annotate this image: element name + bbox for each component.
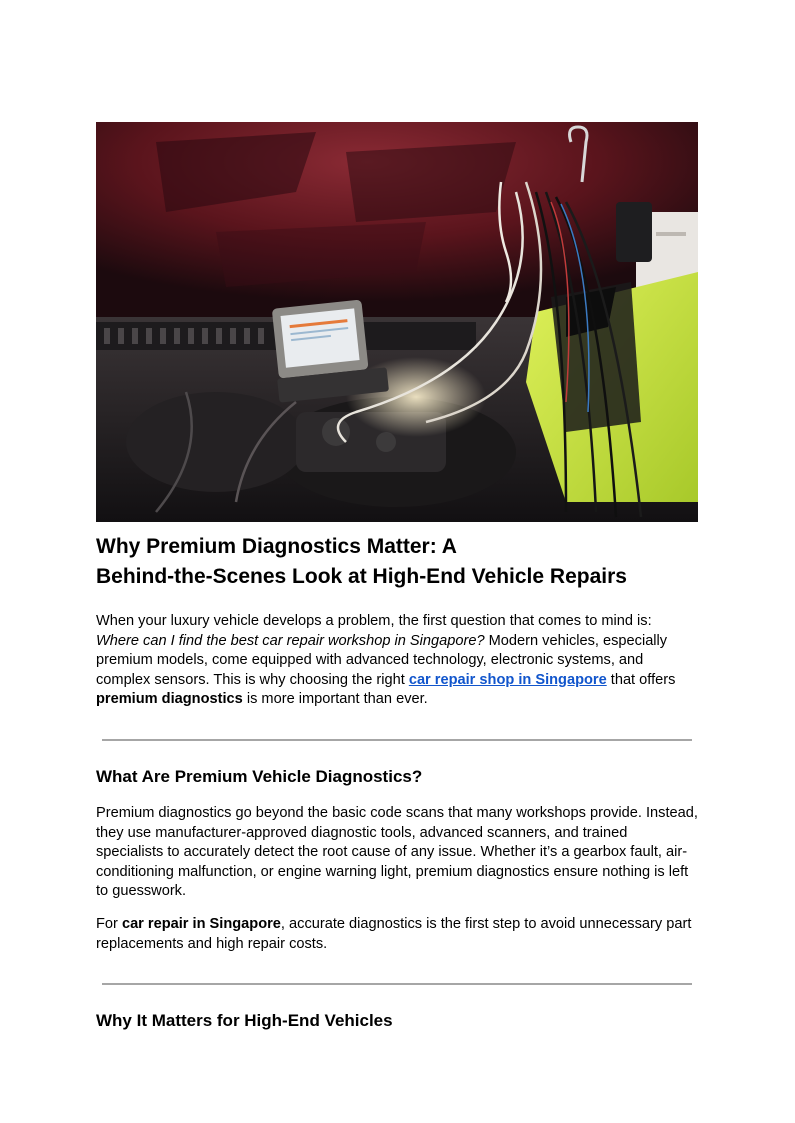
document-page bbox=[96, 122, 698, 1032]
section-divider-1 bbox=[102, 739, 692, 741]
section-heading-what-are-diagnostics: What Are Premium Vehicle Diagnostics? bbox=[96, 766, 423, 786]
intro-text-3: Modern vehicles, especially premium models, come equipped with advanced technology, electronic systems, and complex sensors. This is why choosing the right bbox=[96, 632, 668, 688]
section1-para2-text-1: For bbox=[96, 915, 122, 932]
title-line-2: Behind-the-Scenes Look at High-End Vehicle Repairs bbox=[96, 565, 627, 588]
section1-para2-bold: car repair in Singapore bbox=[121, 915, 281, 932]
car-engine-diagnostics-photo-icon bbox=[96, 122, 698, 522]
section-divider-2 bbox=[102, 983, 692, 985]
section1-para2-text-2: , accurate diagnostics is the first step to avoid unnecessary part replacements and high repair costs. bbox=[96, 915, 692, 952]
intro-paragraph bbox=[96, 612, 698, 710]
intro-italic-question: Where can I find the best car repair workshop in Singapore? bbox=[96, 632, 485, 649]
intro-bold-premium-diagnostics: premium diagnostics bbox=[96, 691, 243, 708]
article-title bbox=[96, 532, 698, 592]
section1-paragraph-2 bbox=[96, 915, 698, 954]
section1-paragraph-1: Premium diagnostics go beyond the basic code scans that many workshops provide. Instead, they use manufacturer-approved diagnostic tools, advanced scanners, and trained specialists to accurately detect the root cause of any issue. Whether it’s a gearbox fault, air-conditioning malfunction, or engine warning light, premium diagnostics ensure nothing is left to guesswork. bbox=[96, 804, 698, 900]
intro-text-4: that offers bbox=[606, 671, 676, 688]
section-heading-why-it-matters: Why It Matters for High-End Vehicles bbox=[96, 1011, 393, 1031]
intro-text-1: When your luxury vehicle develops a problem, the first question that comes to mind is: bbox=[96, 613, 652, 629]
hero-image bbox=[96, 122, 698, 522]
intro-text-6: is more important than ever. bbox=[242, 691, 428, 708]
title-line-1: Why Premium Diagnostics Matter: A bbox=[96, 535, 457, 558]
car-repair-shop-link[interactable]: car repair shop in Singapore bbox=[408, 671, 607, 688]
